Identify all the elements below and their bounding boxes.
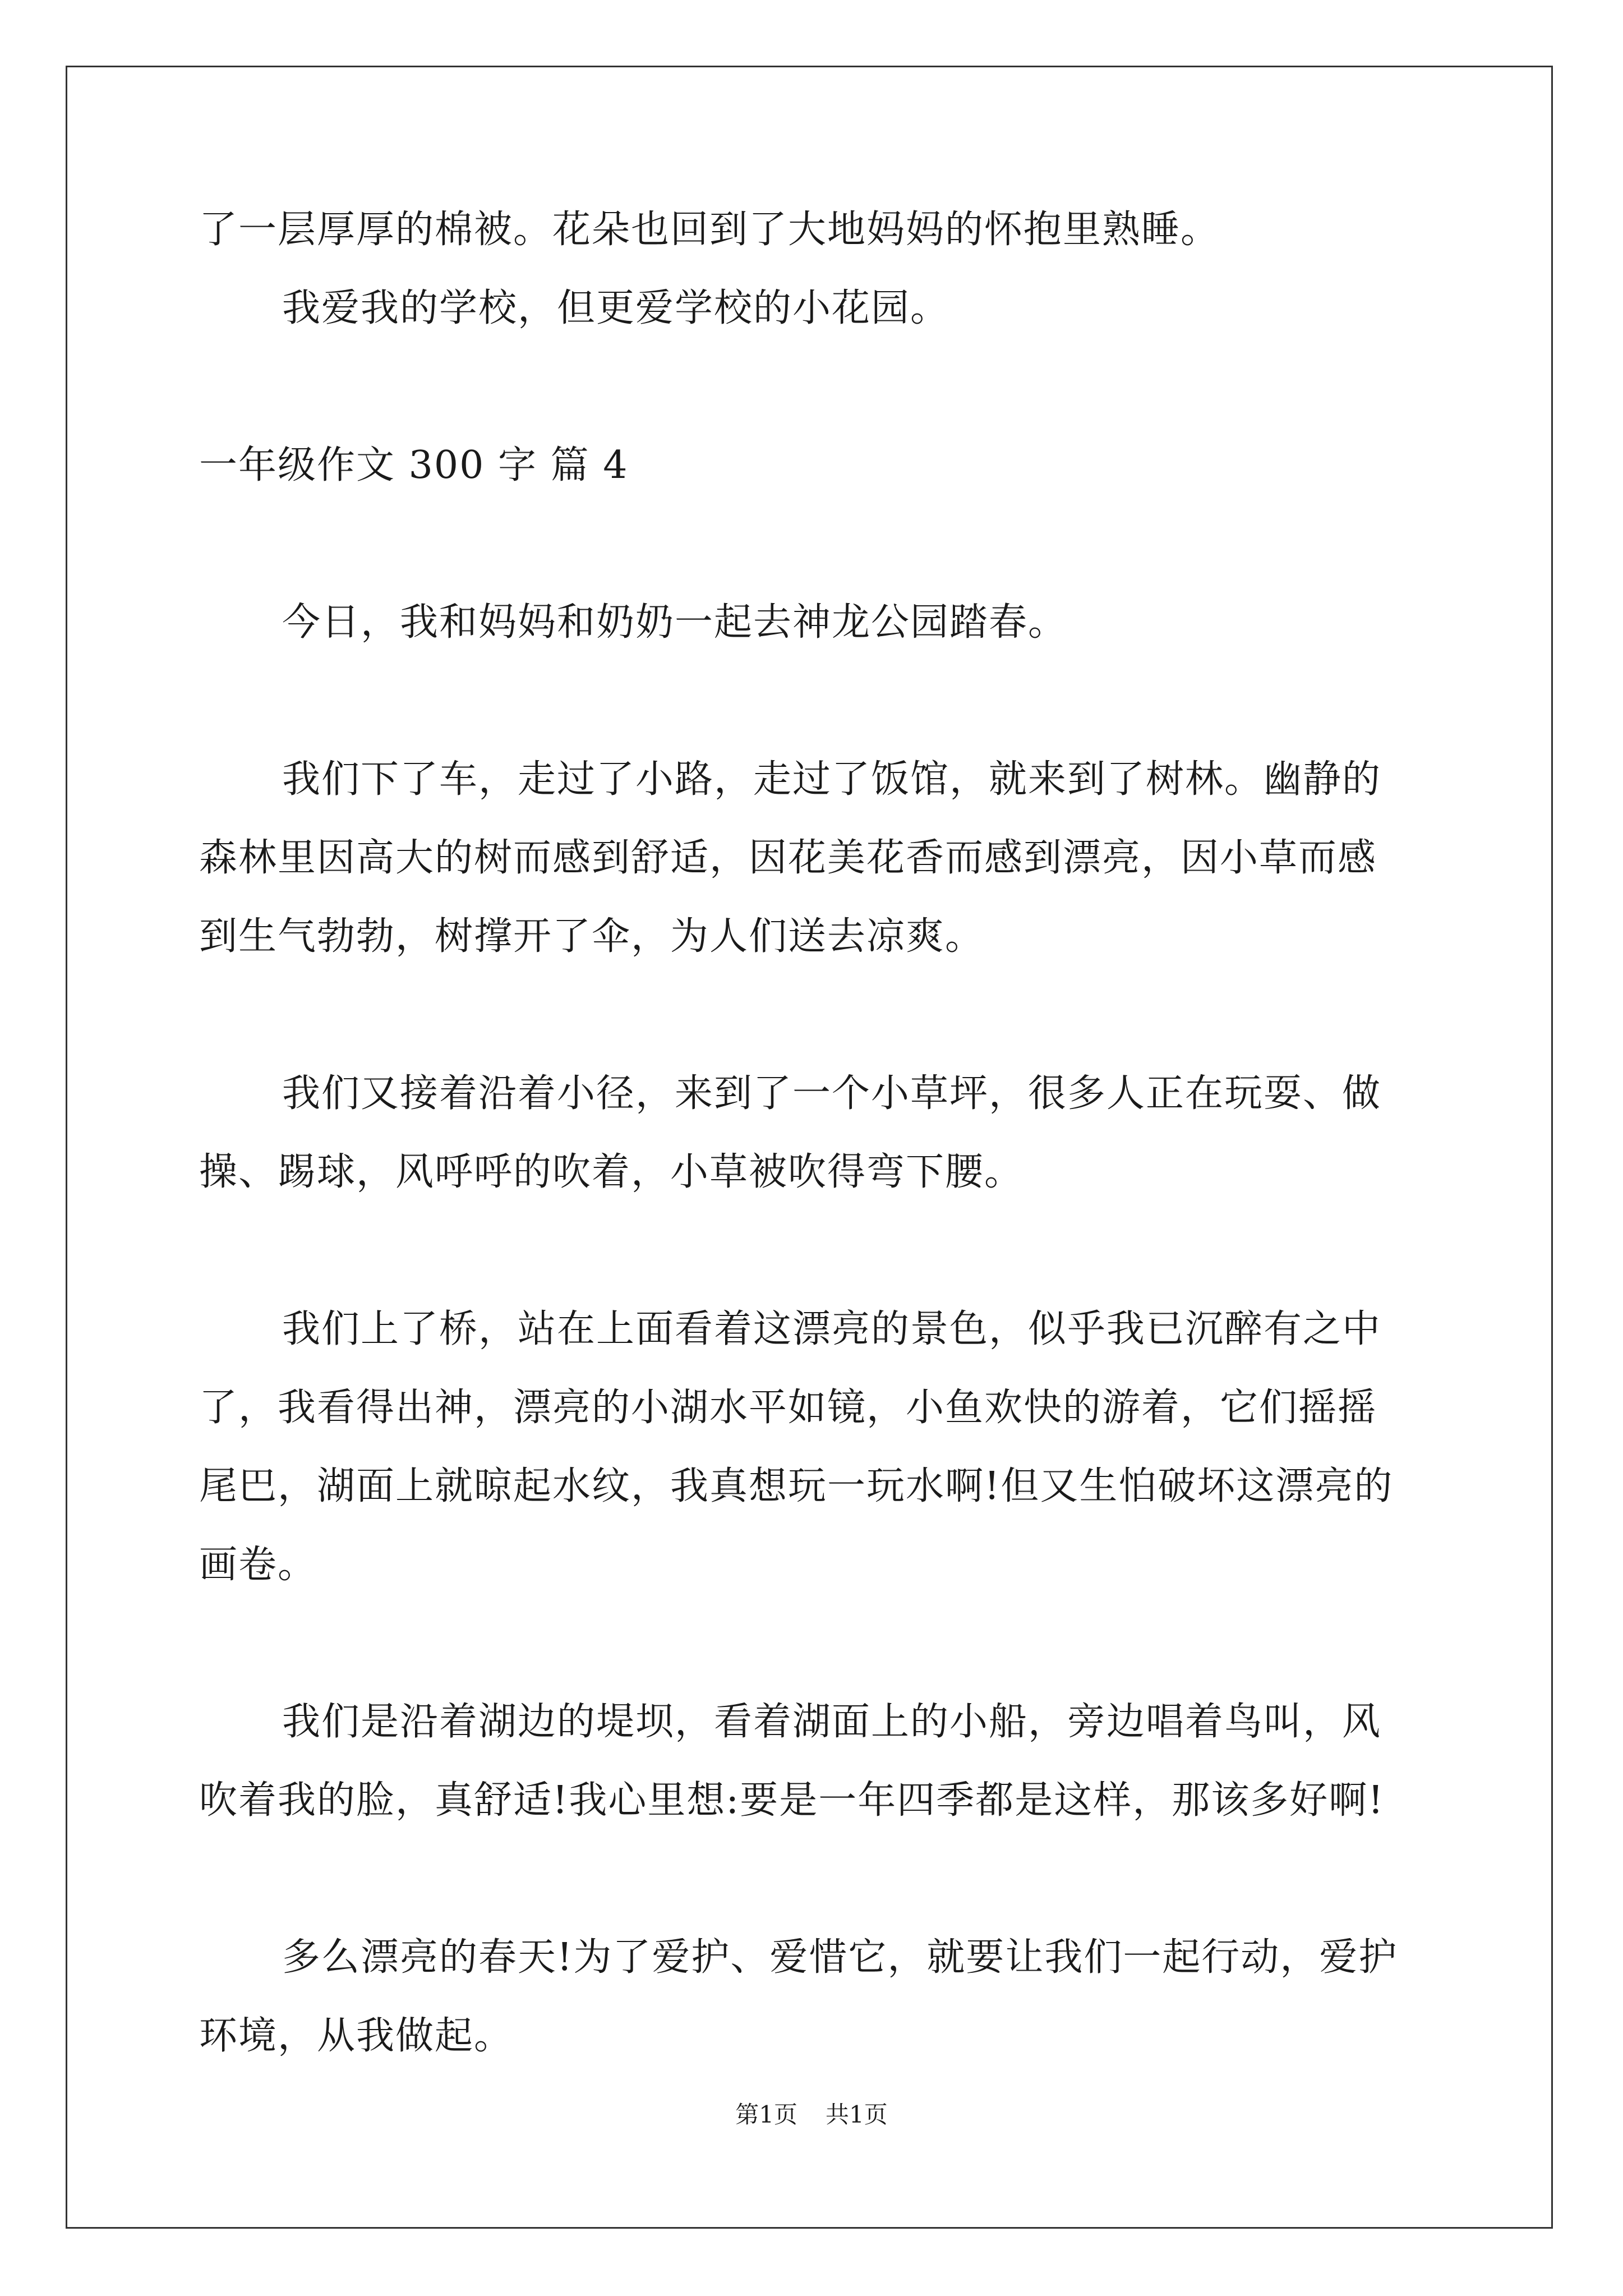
page-border (66, 66, 1553, 2229)
paragraph-line: 今日，我和妈妈和奶奶一起去神龙公园踏春。 (282, 600, 1068, 645)
paragraph-line: 我爱我的学校，但更爱学校的小花园。 (282, 286, 950, 330)
paragraph-line: 了一层厚厚的棉被。花朵也回到了大地妈妈的怀抱里熟睡。 (199, 208, 1220, 252)
paragraph-line: 我们上了桥，站在上面看着这漂亮的景色，似乎我已沉醉有之中 (282, 1307, 1382, 1351)
paragraph-line: 环境，从我做起。 (199, 2014, 514, 2058)
paragraph-line: 我们下了车，走过了小路，走过了饭馆，就来到了树林。幽静的 (282, 757, 1382, 802)
paragraph-line: 我们是沿着湖边的堤坝，看着湖面上的小船，旁边唱着鸟叫，风 (282, 1700, 1382, 1744)
paragraph-line: 尾巴，湖面上就晾起水纹，我真想玩一玩水啊!但又生怕破坏这漂亮的 (199, 1464, 1394, 1508)
paragraph-line: 了，我看得出神，漂亮的小湖水平如镜，小鱼欢快的游着，它们摇摇 (199, 1386, 1377, 1430)
paragraph-line: 到生气勃勃，树撑开了伞，为人们送去凉爽。 (199, 914, 985, 959)
paragraph-line: 森林里因高大的树而感到舒适，因花美花香而感到漂亮，因小草而感 (199, 836, 1377, 880)
page-number: 第1页 (735, 2101, 797, 2128)
paragraph-line: 多么漂亮的春天!为了爱护、爱惜它，就要让我们一起行动，爱护 (282, 1935, 1398, 1980)
paragraph-line: 吹着我的脸，真舒适!我心里想:要是一年四季都是这样，那该多好啊! (199, 1778, 1385, 1823)
page-footer (0, 2101, 1623, 2129)
paragraph-line: 画卷。 (199, 1543, 317, 1587)
essay-heading: 一年级作文 300 字 篇 4 (199, 443, 629, 487)
page-total: 共1页 (826, 2101, 888, 2128)
paragraph-line: 操、踢球，风呼呼的吹着，小草被吹得弯下腰。 (199, 1150, 1024, 1194)
paragraph-line: 我们又接着沿着小径，来到了一个小草坪，很多人正在玩耍、做 (282, 1071, 1382, 1116)
